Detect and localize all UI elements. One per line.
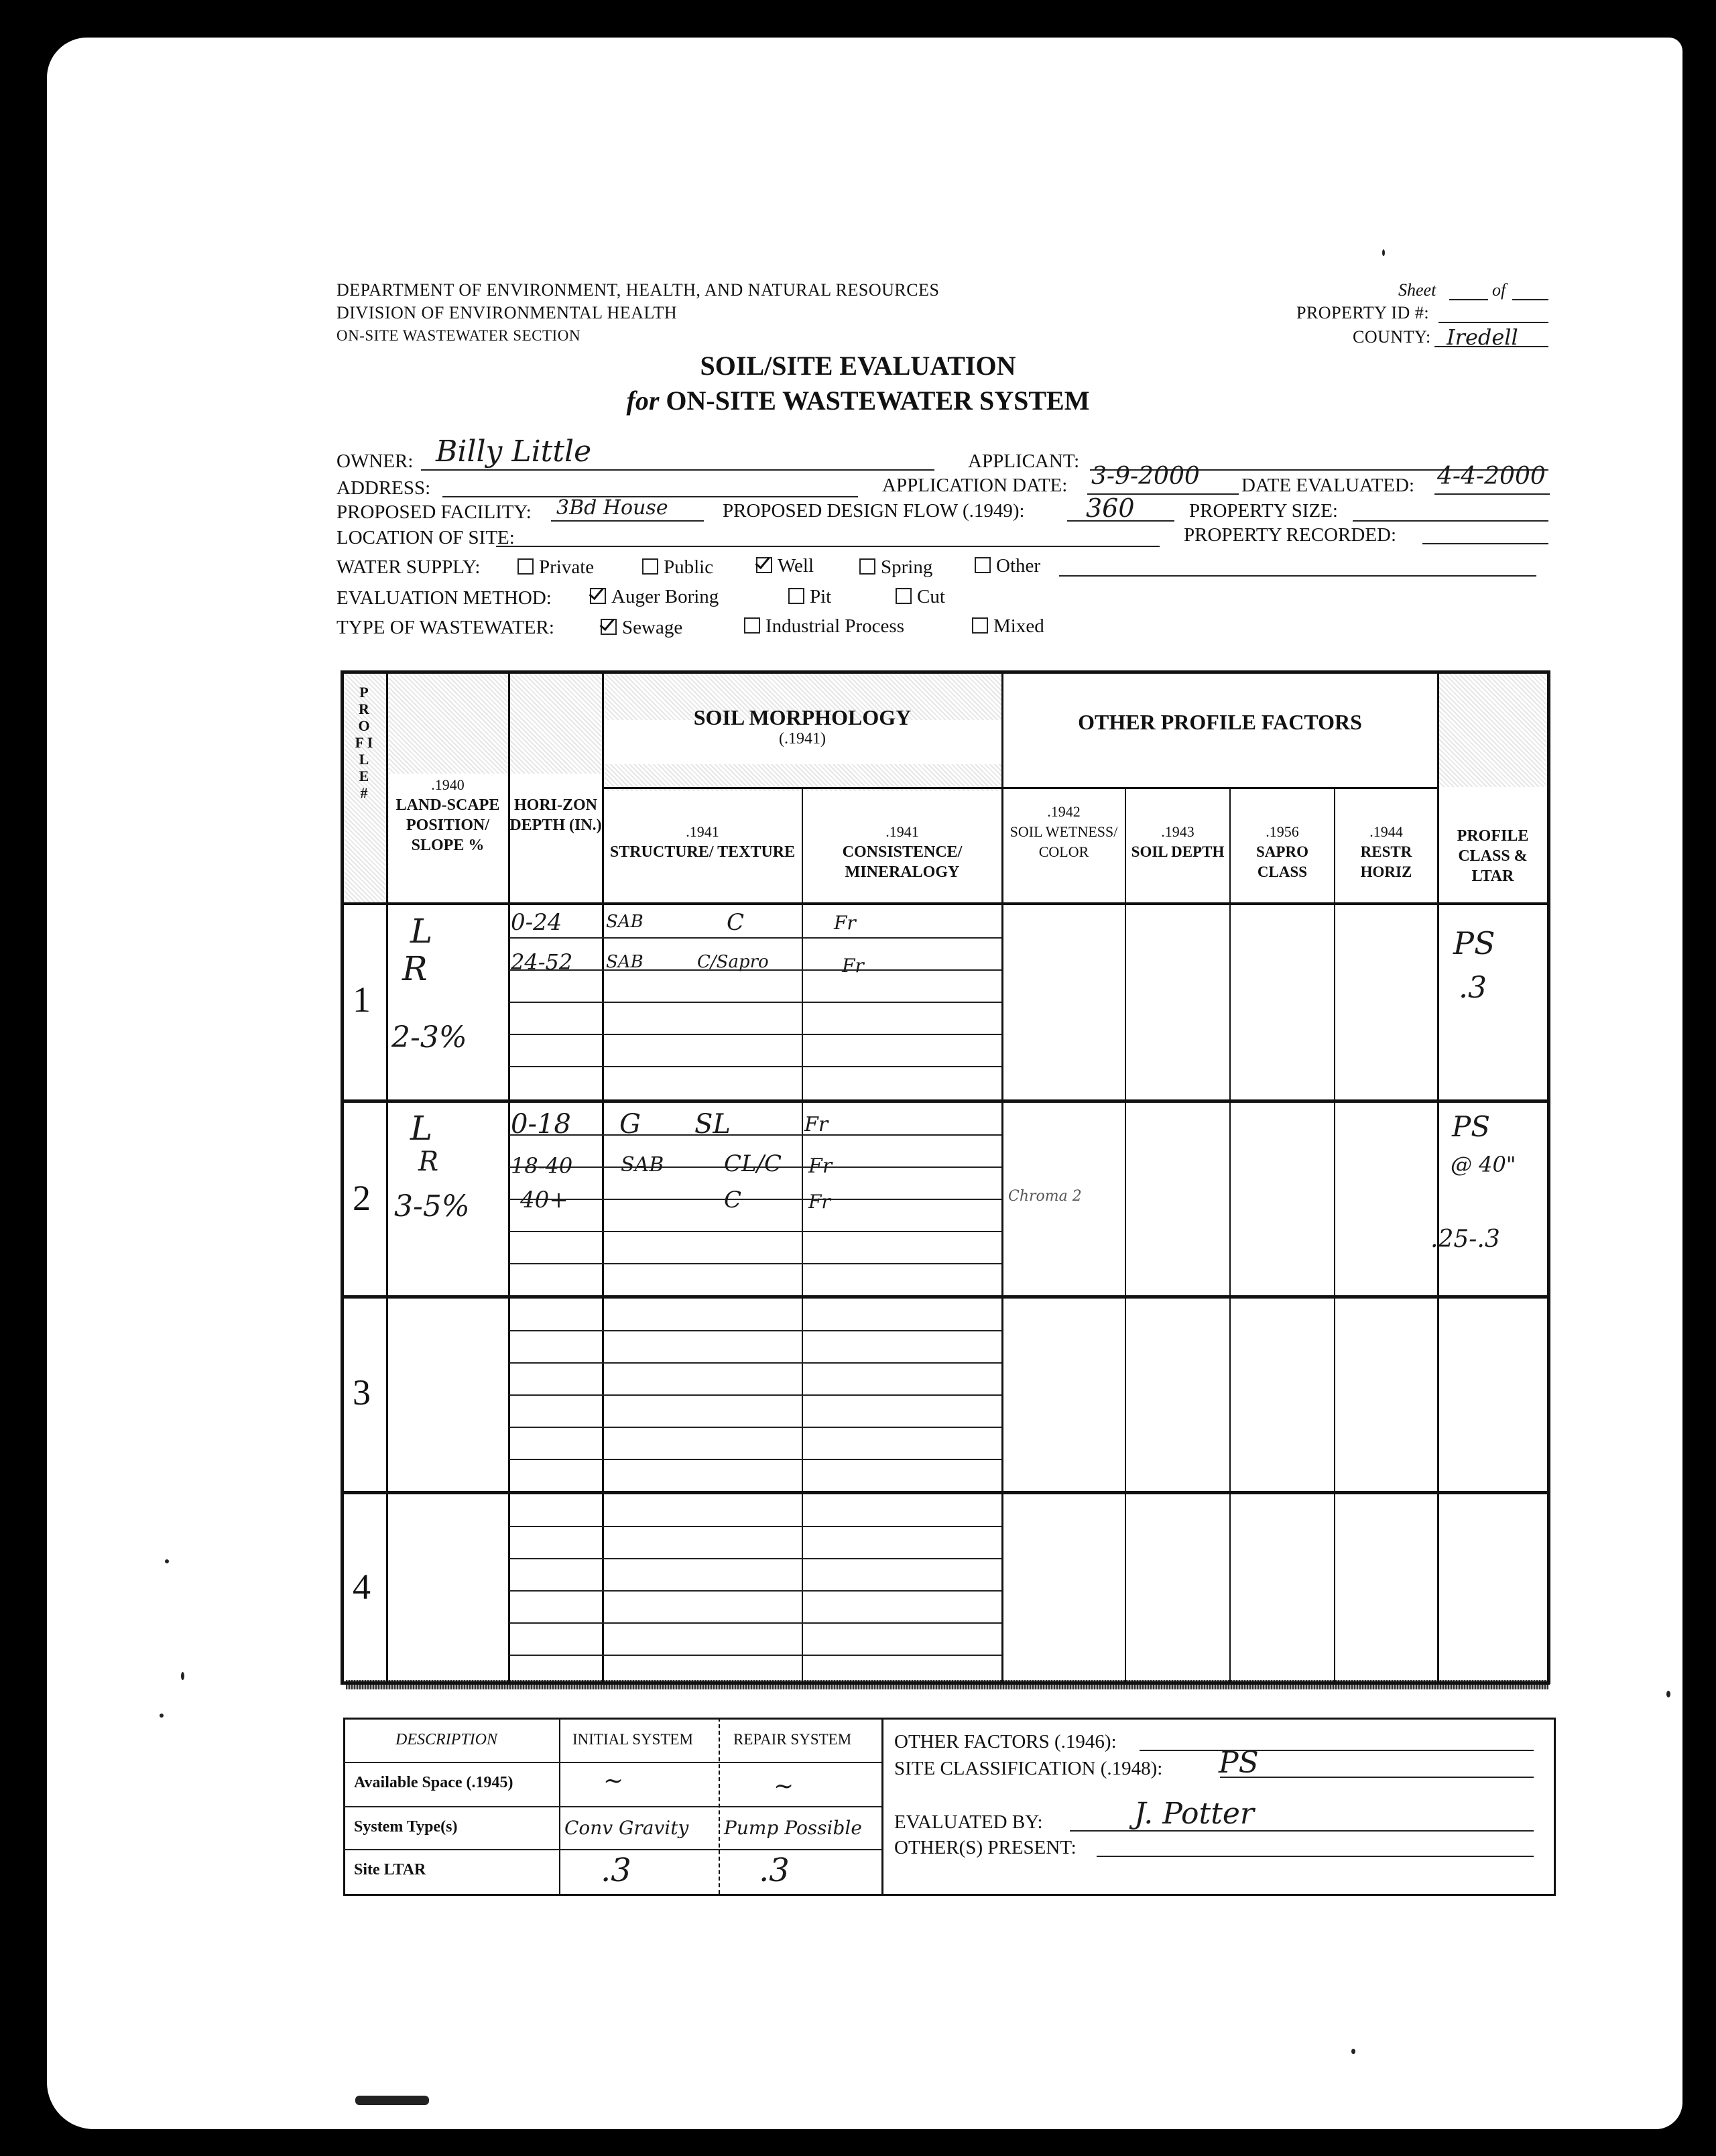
sheet-total-field[interactable] — [1512, 299, 1548, 300]
table-bottom-border — [341, 1681, 1550, 1685]
other-factors-field[interactable] — [1140, 1750, 1534, 1751]
col-line-4 — [802, 788, 803, 1684]
header-bottom-line — [341, 902, 1550, 905]
p1-h2-depth: 24-52 — [511, 949, 573, 975]
scan-speck — [355, 2096, 429, 2105]
horizon-row-line — [509, 1655, 1001, 1656]
depth-title: SOIL DEPTH — [1131, 843, 1225, 860]
col-line-9 — [1437, 670, 1439, 1684]
method-pit[interactable] — [788, 586, 831, 608]
horizon-row-line — [509, 1362, 1001, 1364]
scan-speck — [1382, 249, 1385, 256]
water-supply-spring[interactable] — [859, 556, 932, 579]
soil-morphology-title: SOIL MORPHOLOGY — [693, 705, 912, 729]
sheet-label: Sheet — [1398, 280, 1436, 300]
initial-system-header: INITIAL SYSTEM — [572, 1731, 693, 1748]
dept-line-2: DIVISION OF ENVIRONMENTAL HEALTH — [336, 303, 678, 322]
horizon-row-line — [509, 1459, 1001, 1460]
p2-h2-structure: SAB — [621, 1153, 664, 1177]
available-space-initial: ~ — [603, 1767, 624, 1795]
landscape-col-shade — [389, 673, 509, 774]
spring-checkbox[interactable] — [859, 558, 875, 575]
p1-h2-consistence: Fr — [842, 955, 864, 977]
restr-title: RESTR HORIZ — [1360, 843, 1412, 880]
site-classification-field[interactable] — [1220, 1777, 1534, 1778]
property-recorded-label: PROPERTY RECORDED: — [1184, 524, 1397, 546]
property-size-field[interactable] — [1353, 520, 1548, 522]
horizon-row-line — [509, 1394, 1001, 1396]
scan-speck — [160, 1714, 164, 1718]
p1-class-2: .3 — [1459, 971, 1487, 1005]
auger-label: Auger Boring — [611, 586, 719, 607]
p1-h1-structure: SAB — [606, 912, 644, 932]
scan-speck — [181, 1672, 184, 1680]
address-label: ADDRESS: — [336, 477, 431, 499]
title-for: for — [626, 385, 660, 416]
others-present-field[interactable] — [1097, 1856, 1534, 1857]
other-checkbox[interactable] — [975, 557, 991, 573]
wastewater-sewage[interactable] — [601, 617, 682, 639]
evaluated-by-label: EVALUATED BY: — [894, 1811, 1043, 1833]
scan-speck — [1351, 2049, 1355, 2054]
proposed-facility-field[interactable] — [551, 520, 704, 522]
profile-sep-3 — [341, 1491, 1550, 1494]
horizon-row-line — [509, 1590, 1001, 1592]
p1-h1-texture: C — [727, 909, 745, 936]
p2-h2-depth: 18-40 — [511, 1153, 573, 1179]
spring-label: Spring — [881, 556, 933, 578]
profile-sep-2 — [341, 1295, 1550, 1299]
location-label: LOCATION OF SITE: — [336, 527, 515, 548]
table-top-border — [341, 670, 1550, 674]
p2-landscape-3: 3-5% — [394, 1189, 470, 1223]
repair-system-header: REPAIR SYSTEM — [733, 1731, 852, 1748]
horizon-row-line — [509, 1558, 1001, 1559]
available-space-repair: ~ — [774, 1773, 794, 1800]
restr-header — [1335, 822, 1437, 882]
horizon-row-line — [509, 1002, 1001, 1003]
county-value: Iredell — [1447, 324, 1518, 350]
property-id-field[interactable] — [1438, 322, 1548, 323]
soil-depth-header — [1126, 822, 1229, 862]
wastewater-type-label: TYPE OF WASTEWATER: — [336, 617, 554, 638]
industrial-label: Industrial Process — [765, 615, 904, 637]
sapro-title: SAPRO CLASS — [1256, 843, 1308, 880]
form-title-line2 — [0, 385, 1716, 416]
site-classification-value: PS — [1219, 1746, 1259, 1780]
p2-h1-consistence: Fr — [804, 1113, 829, 1136]
site-ltar-repair: .3 — [759, 1852, 790, 1889]
wetness-header — [1003, 802, 1125, 862]
p1-landscape-1: L — [410, 912, 433, 951]
sheet-number-field[interactable] — [1449, 299, 1488, 300]
evaluation-method-label: EVALUATION METHOD: — [336, 587, 552, 609]
p2-h1-depth: 0-18 — [511, 1109, 571, 1140]
sewage-label: Sewage — [622, 617, 683, 638]
date-evaluated-label: DATE EVALUATED: — [1241, 475, 1415, 496]
scan-speck — [1666, 1691, 1670, 1697]
horizon-row-line — [509, 1330, 1001, 1331]
p1-h2-texture: C/Sapro — [697, 952, 769, 972]
design-flow-label: PROPOSED DESIGN FLOW (.1949): — [723, 500, 1025, 522]
water-supply-label: WATER SUPPLY: — [336, 556, 481, 578]
header-split-line — [602, 787, 1438, 789]
owner-value: Billy Little — [436, 434, 592, 469]
summary-row-2 — [343, 1806, 881, 1807]
p2-class-1: PS — [1452, 1110, 1491, 1143]
application-date-label: APPLICATION DATE: — [882, 475, 1068, 496]
landscape-header — [387, 775, 508, 855]
pit-label: Pit — [810, 586, 832, 607]
p2-h3-texture: C — [724, 1187, 742, 1213]
applicant-label: APPLICANT: — [968, 451, 1080, 472]
col-line-6 — [1125, 788, 1126, 1684]
form-title-line1: SOIL/SITE EVALUATION — [700, 351, 1016, 381]
structure-code: .1941 — [686, 823, 719, 840]
col-line-8 — [1334, 788, 1335, 1684]
owner-label: OWNER: — [336, 451, 414, 472]
title-main: ON-SITE WASTEWATER SYSTEM — [666, 385, 1090, 416]
system-type-label: System Type(s) — [354, 1818, 458, 1836]
other-factors-header: OTHER PROFILE FACTORS — [1078, 710, 1362, 734]
wastewater-industrial[interactable] — [744, 615, 904, 638]
property-recorded-field[interactable] — [1422, 543, 1548, 544]
horizon-header: HORI-ZON DEPTH (IN.) — [509, 796, 602, 834]
restr-code: .1944 — [1369, 823, 1403, 840]
horizon-row-line — [509, 1526, 1001, 1527]
proposed-facility-label: PROPOSED FACILITY: — [336, 501, 532, 523]
system-type-repair: Pump Possible — [724, 1817, 862, 1839]
horizon-row-line — [509, 1263, 1001, 1264]
site-classification-label: SITE CLASSIFICATION (.1948): — [894, 1758, 1163, 1779]
well-checkbox[interactable] — [756, 557, 772, 573]
p2-h2-texture: CL/C — [724, 1150, 782, 1177]
horizon-row-line — [509, 1622, 1001, 1624]
dept-line-3: ON-SITE WASTEWATER SECTION — [336, 327, 580, 344]
consistence-header — [803, 822, 1001, 882]
date-evaluated-value: 4-4-2000 — [1437, 463, 1546, 490]
cut-checkbox[interactable] — [896, 588, 912, 604]
public-label: Public — [664, 556, 714, 578]
industrial-checkbox[interactable] — [744, 617, 760, 634]
site-ltar-initial: .3 — [601, 1852, 631, 1889]
wastewater-mixed[interactable] — [972, 615, 1044, 638]
pit-checkbox[interactable] — [788, 588, 804, 604]
available-space-label: Available Space (.1945) — [354, 1774, 513, 1791]
p1-landscape-2: R — [402, 949, 428, 988]
method-cut[interactable] — [896, 586, 945, 608]
system-type-initial: Conv Gravity — [564, 1817, 689, 1839]
well-label: Well — [778, 555, 814, 577]
mixed-checkbox[interactable] — [972, 617, 988, 634]
col-line-7 — [1229, 788, 1231, 1684]
profile-number-4: 4 — [353, 1567, 371, 1607]
horizon-row-line — [509, 1134, 1001, 1136]
structure-header — [603, 822, 802, 862]
horizon-col-shade — [509, 673, 603, 774]
p2-h3-consistence: Fr — [808, 1191, 831, 1213]
profile-number-3: 3 — [353, 1372, 371, 1413]
other-factors-label: OTHER FACTORS (.1946): — [894, 1731, 1117, 1752]
summary-row-3 — [343, 1849, 881, 1850]
water-supply-private[interactable] — [517, 556, 594, 579]
p2-landscape-1: L — [410, 1109, 433, 1148]
horizon-row-line — [509, 1199, 1001, 1200]
p2-landscape-2: R — [418, 1146, 439, 1177]
structure-title: STRUCTURE/ TEXTURE — [609, 843, 796, 861]
p2-class-3: .25-.3 — [1430, 1225, 1500, 1253]
design-flow-value: 360 — [1086, 493, 1135, 523]
auger-checkbox[interactable] — [590, 588, 606, 604]
profile-class-shade — [1438, 673, 1547, 787]
p2-wetness: Chroma 2 — [1008, 1188, 1082, 1205]
water-supply-other-field[interactable] — [1059, 575, 1536, 577]
private-checkbox[interactable] — [517, 558, 534, 575]
profile-class-header: PROFILE CLASS & LTAR — [1457, 827, 1529, 885]
p1-class-1: PS — [1453, 925, 1495, 961]
profile-sep-1 — [341, 1099, 1550, 1103]
sapro-code: .1956 — [1266, 823, 1299, 840]
table-right-border — [1547, 670, 1550, 1684]
horizon-row-line — [509, 1231, 1001, 1232]
sewage-checkbox[interactable] — [601, 619, 617, 635]
others-present-label: OTHER(S) PRESENT: — [894, 1837, 1077, 1858]
p2-h2-consistence: Fr — [808, 1154, 833, 1178]
p2-h1-structure: G — [619, 1109, 641, 1140]
water-supply-well[interactable] — [756, 555, 814, 577]
profile-number-2: 2 — [353, 1178, 371, 1218]
summary-row-1 — [343, 1762, 881, 1763]
soil-morphology-code: (.1941) — [779, 730, 826, 747]
p2-h3-depth: 40+ — [520, 1187, 568, 1213]
horizon-row-line — [509, 937, 1001, 939]
consistence-code: .1941 — [885, 823, 919, 840]
other-label: Other — [996, 555, 1041, 577]
profile-col-header: P R O F I L E # — [355, 684, 373, 801]
water-supply-public[interactable] — [642, 556, 713, 579]
location-field[interactable] — [496, 546, 1160, 547]
property-id-label: PROPERTY ID #: — [1296, 303, 1430, 322]
scan-speck — [165, 1559, 169, 1563]
wetness-code: .1942 — [1047, 803, 1081, 820]
property-size-label: PROPERTY SIZE: — [1189, 500, 1338, 522]
p2-h1-texture: SL — [694, 1109, 731, 1140]
dept-line-1: DEPARTMENT OF ENVIRONMENT, HEALTH, AND NATURAL RESOURCES — [336, 280, 940, 300]
horizon-row-line — [509, 1034, 1001, 1035]
mixed-label: Mixed — [993, 615, 1044, 637]
landscape-title: LAND-SCAPE POSITION/ SLOPE % — [395, 796, 500, 854]
cut-label: Cut — [917, 586, 945, 607]
p1-h1-depth: 0-24 — [511, 909, 562, 936]
water-supply-other[interactable] — [975, 555, 1040, 577]
horizon-row-line — [509, 1066, 1001, 1067]
date-evaluated-field[interactable] — [1434, 493, 1550, 495]
owner-field[interactable] — [421, 469, 934, 471]
p1-h1-consistence: Fr — [834, 912, 856, 934]
table-left-border — [341, 670, 344, 1684]
consistence-title: CONSISTENCE/ MINERALOGY — [842, 843, 963, 881]
sapro-header — [1231, 822, 1334, 882]
wetness-title: SOIL WETNESS/ COLOR — [1009, 823, 1118, 860]
p1-landscape-3: 2-3% — [391, 1020, 467, 1055]
application-date-value: 3-9-2000 — [1091, 463, 1200, 490]
method-auger-boring[interactable] — [590, 586, 719, 608]
public-checkbox[interactable] — [642, 558, 658, 575]
profile-number-1: 1 — [353, 979, 371, 1020]
landscape-code: .1940 — [431, 776, 465, 793]
private-label: Private — [539, 556, 595, 578]
evaluated-by-value: J. Potter — [1134, 1797, 1254, 1831]
p1-h2-structure: SAB — [606, 952, 644, 972]
of-label: of — [1492, 280, 1506, 300]
site-ltar-label: Site LTAR — [354, 1861, 426, 1878]
horizon-row-line — [509, 1427, 1001, 1428]
proposed-facility-value: 3Bd House — [556, 496, 668, 520]
p2-class-2: @ 40" — [1451, 1152, 1516, 1177]
depth-code: .1943 — [1161, 823, 1194, 840]
description-header: DESCRIPTION — [395, 1731, 497, 1748]
county-label: COUNTY: — [1353, 327, 1431, 347]
soil-morphology-header — [603, 707, 1001, 750]
